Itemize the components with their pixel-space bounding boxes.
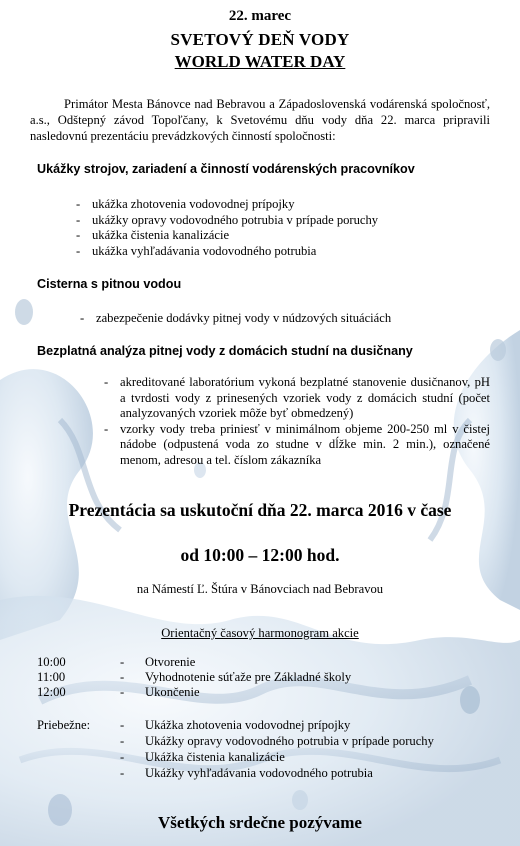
schedule-text: Ukážky opravy vodovodného potrubia v prípade poruchy — [145, 734, 434, 748]
presentation-place: na Námestí Ľ. Štúra v Bánovciach nad Bebravou — [136, 582, 384, 596]
event-title-sk: SVETOVÝ DEŇ VODY — [170, 30, 350, 49]
intro-paragraph: Primátor Mesta Bánovce nad Bebravou a Západoslovenská vodárenská spoločnosť, a.s., Odštepný závod Topoľčany, k Svetovému dňu vody dňa 22. marca pripravili nasledovnú prezentáciu prevádzkových činností spoločnosti: — [30, 97, 490, 143]
schedule-dash: - — [120, 718, 125, 732]
schedule-dash: - — [120, 685, 125, 699]
list-item: - ukážky opravy vodovodného potrubia v prípade poruchy — [76, 213, 496, 229]
section-heading-cistern: Cisterna s pitnou vodou — [37, 277, 182, 291]
list-cistern — [80, 311, 490, 327]
list-item: - vzorky vody treba priniesť v minimálnom objeme 200-250 ml v čistej nádobe (odpustená voda zo studne v dĺžke min. 2 min.), označené menom, adresou a tel. číslom zákazníka — [104, 422, 490, 469]
list-machines — [76, 197, 496, 259]
schedule-text: Vyhodnotenie súťaže pre Základné školy — [145, 670, 352, 684]
schedule-text: Ukážka čistenia kanalizácie — [145, 750, 285, 764]
schedule-text: Ukážka zhotovenia vodovodnej prípojky — [145, 718, 351, 732]
closing-invitation: Všetkých srdečne pozývame — [158, 813, 362, 832]
list-item: - ukážka zhotovenia vodovodnej prípojky — [76, 197, 496, 213]
list-item: - zabezpečenie dodávky pitnej vody v núdzových situáciách — [80, 311, 490, 327]
schedule-title: Orientačný časový harmonogram akcie — [161, 626, 359, 640]
schedule-text: Ukončenie — [145, 685, 200, 699]
section-heading-analysis: Bezplatná analýza pitnej vody z domácich studní na dusičnany — [37, 344, 413, 358]
list-analysis — [104, 375, 490, 468]
schedule-time: 10:00 — [37, 655, 66, 669]
schedule-dash: - — [120, 766, 125, 780]
schedule-text: Otvorenie — [145, 655, 196, 669]
schedule-dash: - — [120, 750, 125, 764]
list-item: - ukážka čistenia kanalizácie — [76, 228, 496, 244]
schedule-dash: - — [120, 670, 125, 684]
schedule-dash: - — [120, 655, 125, 669]
event-title-en: WORLD WATER DAY — [174, 52, 346, 71]
presentation-time-line: od 10:00 – 12:00 hod. — [180, 545, 340, 565]
list-item: - akreditované laboratórium vykoná bezplatné stanovenie dusičnanov, pH a tvrdosti vody z prinesených vzoriek vody z domácich studní (počet analyzovaných vzoriek môže byť obmedzený) — [104, 375, 490, 422]
schedule-time: 12:00 — [37, 685, 66, 699]
schedule-time: 11:00 — [37, 670, 66, 684]
schedule-text: Ukážky vyhľadávania vodovodného potrubia — [145, 766, 373, 780]
presentation-date-line: Prezentácia sa uskutoční dňa 22. marca 2016 v čase — [68, 500, 452, 520]
event-date: 22. marec — [228, 8, 292, 24]
list-item: - ukážka vyhľadávania vodovodného potrubia — [76, 244, 496, 260]
schedule-ongoing-label: Priebežne: — [37, 718, 91, 732]
section-heading-machines: Ukážky strojov, zariadení a činností vodárenských pracovníkov — [37, 162, 415, 176]
schedule-dash: - — [120, 734, 125, 748]
